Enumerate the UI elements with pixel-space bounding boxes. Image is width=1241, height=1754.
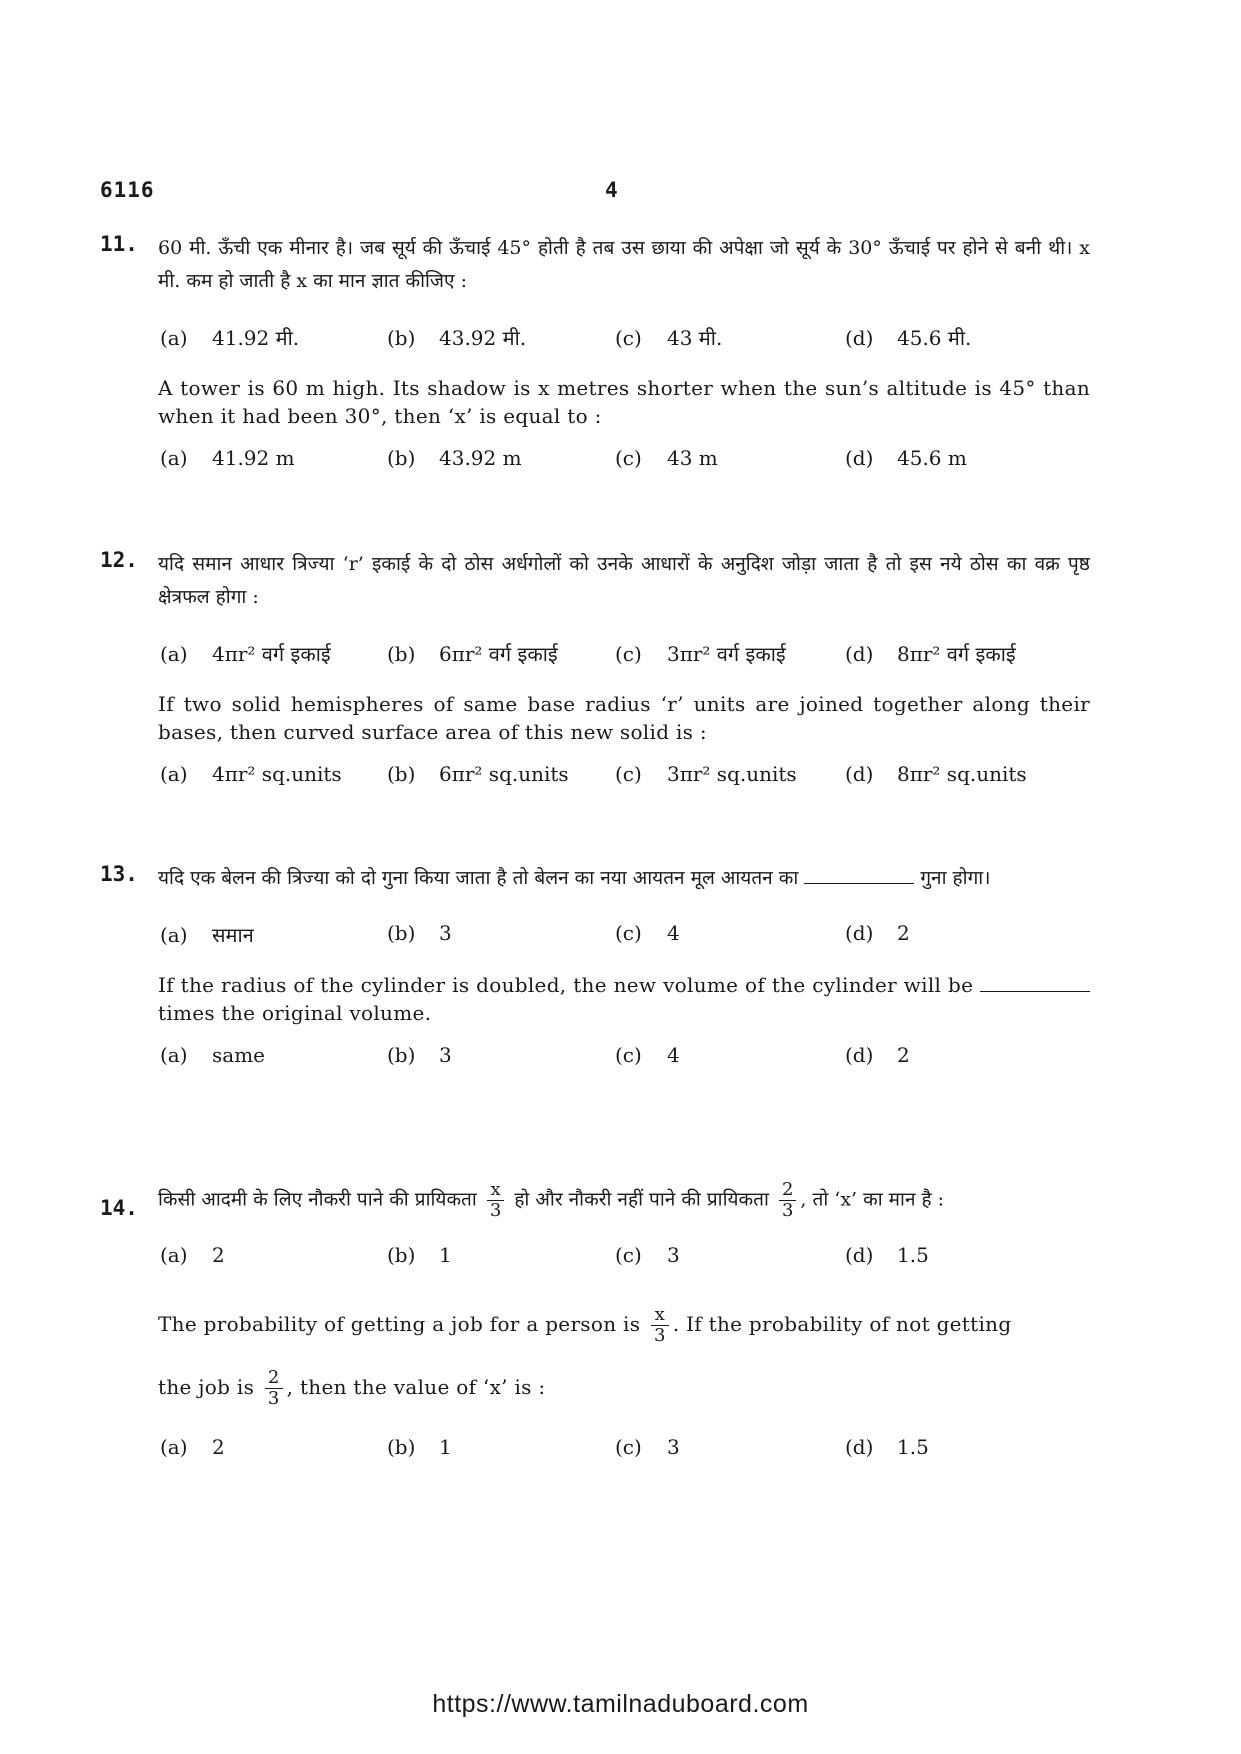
- footer-url: https://www.tamilnaduboard.com: [432, 1690, 809, 1718]
- hindi-text-part: किसी आदमी के लिए नौकरी पाने की प्रायिकता: [158, 1188, 477, 1211]
- option-label: (c): [615, 1435, 642, 1459]
- option-label: (b): [387, 762, 416, 786]
- question-english-text: [158, 971, 1090, 1027]
- english-text-part: The probability of getting a job for a person is: [158, 1312, 641, 1336]
- option-label: (b): [387, 446, 416, 470]
- option-d: 1.5: [897, 1243, 929, 1267]
- option-label: (c): [615, 1043, 642, 1067]
- option-c: 43 मी.: [667, 326, 723, 350]
- option-label: (c): [615, 326, 642, 350]
- option-label: (a): [160, 923, 188, 947]
- question-english-text: [158, 1305, 1090, 1346]
- option-label: (c): [615, 446, 642, 470]
- hindi-options: [160, 640, 1090, 674]
- fraction-x-over-3: $\frac{x}{3}$: [487, 1180, 504, 1221]
- english-text-part: . If the probability of not getting: [672, 1312, 1012, 1336]
- option-label: (d): [845, 1043, 874, 1067]
- option-a: 2: [212, 1435, 225, 1459]
- option-label: (b): [387, 921, 416, 945]
- option-label: (b): [387, 1243, 416, 1267]
- option-label: (c): [615, 921, 642, 945]
- fill-in-blank: [804, 865, 914, 884]
- question-number: 11.: [100, 232, 138, 256]
- question-number: 13.: [100, 862, 138, 886]
- option-b: 3: [439, 1043, 452, 1067]
- fraction-2-over-3: $\frac{2}{3}$: [265, 1368, 283, 1409]
- question-english-text: If two solid hemispheres of same base radius ‘r’ units are joined together along their bases, then curved surface area of this new solid is :: [158, 692, 1090, 744]
- question-hindi-text: यदि समान आधार त्रिज्या ‘r’ इकाई के दो ठोस अर्धगोलों को उनके आधारों के अनुदिश जोड़ा जाता है तो इस नये ठोस का वक्र पृष्ठ क्षेत्रफल होगा :: [158, 553, 1090, 608]
- option-label: (c): [615, 762, 642, 786]
- english-text-part: times the original volume.: [158, 1001, 432, 1025]
- question-hindi-text: 60 मी. ऊँची एक मीनार है। जब सूर्य की ऊँचाई 45° होती है तब उस छाया की अपेक्षा जो सूर्य के 30° ऊँचाई पर होने से बनी थी। x मी. कम हो जाती है x का मान ज्ञात कीजिए :: [158, 237, 1090, 292]
- option-label: (c): [615, 642, 642, 666]
- hindi-options: [160, 324, 1090, 358]
- option-d: 8πr² वर्ग इकाई: [897, 642, 1016, 666]
- option-d: 45.6 मी.: [897, 326, 972, 350]
- option-label: (b): [387, 1043, 416, 1067]
- option-label: (d): [845, 642, 874, 666]
- option-label: (b): [387, 326, 416, 350]
- option-c: 3: [667, 1243, 680, 1267]
- option-c: 43 m: [667, 446, 718, 470]
- option-label: (a): [160, 446, 188, 470]
- option-label: (d): [845, 921, 874, 945]
- option-d: 8πr² sq.units: [897, 762, 1027, 786]
- question-english-text-line2: [158, 1368, 1090, 1409]
- option-d: 2: [897, 1043, 910, 1067]
- question-number: 14.: [100, 1196, 138, 1220]
- hindi-text-part: , तो ‘x’ का मान है :: [800, 1188, 945, 1211]
- option-b: 6πr² वर्ग इकाई: [439, 642, 558, 666]
- question-13: [100, 862, 1090, 1077]
- fraction-x-over-3: $\frac{x}{3}$: [651, 1305, 669, 1346]
- option-a: 2: [212, 1243, 225, 1267]
- english-text-part: , then the value of ‘x’ is :: [286, 1375, 546, 1399]
- hindi-options: [160, 1243, 1090, 1277]
- option-label: (c): [615, 1243, 642, 1267]
- option-label: (a): [160, 1243, 188, 1267]
- option-d: 45.6 m: [897, 446, 967, 470]
- option-c: 4: [667, 1043, 680, 1067]
- hindi-text-part: हो और नौकरी नहीं पाने की प्रायिकता: [514, 1188, 769, 1211]
- option-label: (a): [160, 1435, 188, 1459]
- english-options: [160, 446, 1090, 480]
- hindi-text-part: गुना होगा।: [920, 867, 991, 889]
- option-b: 1: [439, 1435, 452, 1459]
- option-label: (d): [845, 1243, 874, 1267]
- english-text-part: If the radius of the cylinder is doubled, the new volume of the cylinder will be: [158, 973, 974, 997]
- option-a: 41.92 मी.: [212, 326, 300, 350]
- option-a: 4πr² वर्ग इकाई: [212, 642, 331, 666]
- question-hindi-text: [158, 862, 1090, 895]
- page-number: 4: [605, 178, 619, 202]
- english-options: [160, 762, 1090, 796]
- option-b: 6πr² sq.units: [439, 762, 569, 786]
- option-a: समान: [212, 923, 254, 947]
- english-options: [160, 1043, 1090, 1077]
- question-11: [100, 232, 1090, 480]
- fraction-2-over-3: $\frac{2}{3}$: [779, 1180, 796, 1221]
- option-b: 43.92 मी.: [439, 326, 527, 350]
- option-c: 3πr² sq.units: [667, 762, 797, 786]
- option-b: 1: [439, 1243, 452, 1267]
- paper-code: 6116: [100, 178, 155, 202]
- english-options: [160, 1435, 1090, 1469]
- option-d: 1.5: [897, 1435, 929, 1459]
- option-b: 3: [439, 921, 452, 945]
- question-english-text: A tower is 60 m high. Its shadow is x metres shorter when the sun’s altitude is 45° than when it had been 30°, then ‘x’ is equal to :: [158, 376, 1090, 428]
- option-label: (b): [387, 642, 416, 666]
- option-c: 3: [667, 1435, 680, 1459]
- option-label: (d): [845, 1435, 874, 1459]
- question-14: [100, 1180, 1090, 1469]
- option-c: 3πr² वर्ग इकाई: [667, 642, 786, 666]
- option-a: same: [212, 1043, 265, 1067]
- option-b: 43.92 m: [439, 446, 522, 470]
- question-12: [100, 548, 1090, 796]
- option-label: (a): [160, 326, 188, 350]
- option-d: 2: [897, 921, 910, 945]
- option-label: (a): [160, 762, 188, 786]
- option-label: (b): [387, 1435, 416, 1459]
- option-a: 41.92 m: [212, 446, 295, 470]
- english-text-part: the job is: [158, 1375, 255, 1399]
- option-label: (d): [845, 326, 874, 350]
- option-label: (a): [160, 1043, 188, 1067]
- option-label: (a): [160, 642, 188, 666]
- question-hindi-text: [158, 1180, 1090, 1221]
- fill-in-blank: [980, 973, 1090, 992]
- option-a: 4πr² sq.units: [212, 762, 342, 786]
- option-label: (d): [845, 446, 874, 470]
- hindi-text-part: यदि एक बेलन की त्रिज्या को दो गुना किया जाता है तो बेलन का नया आयतन मूल आयतन का: [158, 867, 799, 889]
- option-c: 4: [667, 921, 680, 945]
- hindi-options: [160, 921, 1090, 955]
- question-number: 12.: [100, 548, 138, 572]
- option-label: (d): [845, 762, 874, 786]
